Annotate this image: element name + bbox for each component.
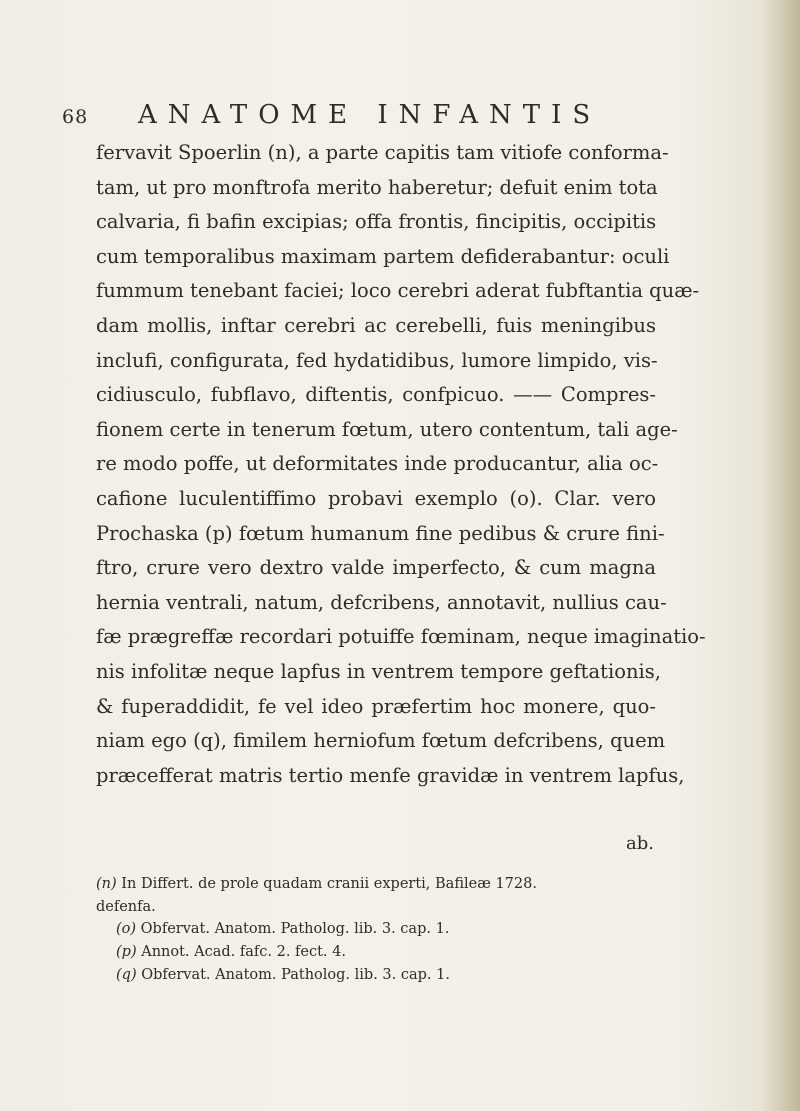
text-line: fummum tenebant faciei; loco cerebri aderat fubftantia quæ- bbox=[96, 279, 700, 303]
running-title: ANATOME INFANTIS bbox=[138, 100, 602, 130]
footnote-mark: (p) bbox=[116, 944, 137, 961]
text-line: dam mollis, inftar cerebri ac cerebelli, fuis meningibus bbox=[96, 313, 656, 337]
footnote-text: Obfervat. Anatom. Patholog. lib. 3. cap. 1. bbox=[141, 966, 450, 983]
text-line: tam, ut pro monftrofa merito haberetur; defuit enim tota bbox=[96, 175, 658, 199]
footnote-mark: (q) bbox=[116, 966, 137, 983]
footnotes bbox=[96, 873, 686, 987]
text-line: fionem certe in tenerum fœtum, utero contentum, tali age- bbox=[96, 417, 678, 441]
footnote-mark: (n) bbox=[96, 876, 117, 892]
text-line: inclufi, configurata, fed hydatidibus, lumore limpido, vis- bbox=[96, 348, 658, 372]
body-text bbox=[96, 136, 706, 793]
text-line: cafione luculentiffimo probavi exemplo (o). Clar. vero bbox=[96, 486, 656, 510]
page-number: 68 bbox=[62, 106, 89, 128]
footnote-text: In Differt. de prole quadam cranii experti, Bafileæ 1728. bbox=[121, 876, 537, 892]
text-line: ftro, crure vero dextro valde imperfecto, & cum magna bbox=[96, 556, 656, 580]
text-line: fæ prægreffæ recordari potuiffe fœminam, neque imaginatio- bbox=[96, 625, 706, 649]
footnote-text: Obfervat. Anatom. Patholog. lib. 3. cap. 1. bbox=[140, 921, 450, 938]
page-edge-shadow bbox=[762, 0, 800, 1111]
text-line: calvaria, fi bafin excipias; offa frontis, fincipitis, occipitis bbox=[96, 210, 657, 234]
footnote bbox=[96, 941, 686, 964]
text-line: re modo poffe, ut deformitates inde producantur, alia oc- bbox=[96, 452, 659, 476]
text-line: præcefferat matris tertio menfe gravidæ in ventrem lapfus, bbox=[96, 763, 685, 787]
text-line: & fuperaddidit, fe vel ideo præfertim hoc monere, quo- bbox=[96, 694, 656, 718]
text-line: hernia ventrali, natum, defcribens, annotavit, nullius cau- bbox=[96, 590, 667, 614]
text-line: Prochaska (p) fœtum humanum fine pedibus & crure fini- bbox=[96, 521, 665, 545]
footnote bbox=[96, 964, 686, 987]
text-line: cidiusculo, fubflavo, diftentis, confpicuo. —— Compres- bbox=[96, 383, 656, 407]
footnote-text: Annot. Acad. fafc. 2. fect. 4. bbox=[141, 944, 346, 961]
text-line: nis infolitæ neque lapfus in ventrem tempore geftationis, bbox=[96, 659, 661, 683]
text-line: fervavit Spoerlin (n), a parte capitis tam vitiofe conforma- bbox=[96, 141, 669, 164]
text-line: cum temporalibus maximam partem defiderabantur: oculi bbox=[96, 244, 670, 268]
catchword: ab. bbox=[626, 833, 654, 854]
footnote bbox=[96, 873, 686, 896]
text-line: niam ego (q), fimilem herniofum fœtum defcribens, quem bbox=[96, 729, 666, 753]
footnote-continuation bbox=[96, 896, 686, 919]
footnote bbox=[96, 918, 686, 941]
footnote-mark: (o) bbox=[116, 921, 137, 938]
page-header bbox=[62, 100, 622, 130]
footnote-text: defenfa. bbox=[96, 898, 156, 915]
